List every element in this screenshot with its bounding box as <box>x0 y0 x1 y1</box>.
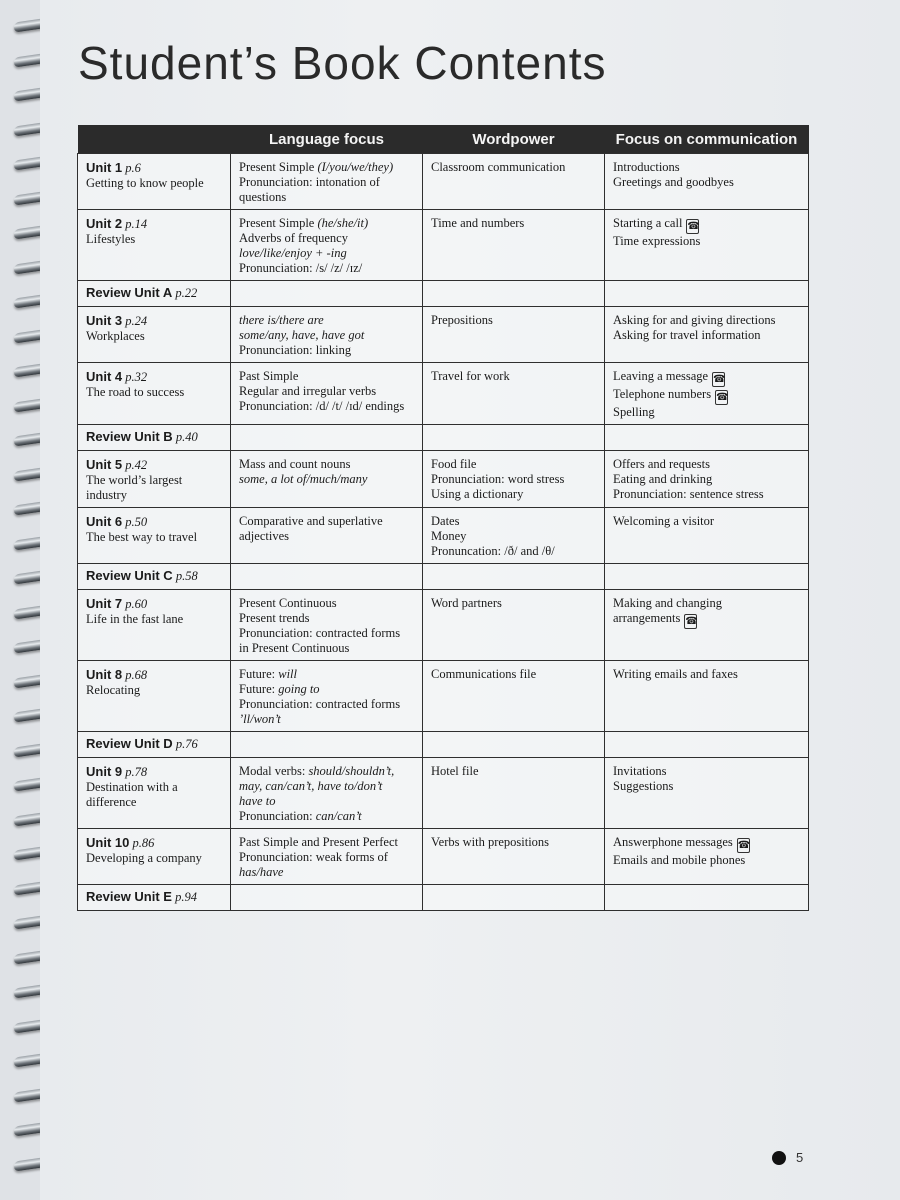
communication-item <box>613 457 800 472</box>
unit-heading <box>86 667 222 683</box>
review-row <box>78 732 809 758</box>
communication-label: Eating and drinking <box>613 472 713 486</box>
wordpower-cell <box>423 508 605 564</box>
unit-page: p.24 <box>125 314 148 328</box>
unit-subtitle: industry <box>86 488 127 502</box>
language-focus-cell <box>231 363 423 425</box>
wordpower-item: Communications file <box>431 667 537 681</box>
wordpower-item: Travel for work <box>431 369 510 383</box>
communication-label: Writing emails and faxes <box>613 667 738 681</box>
communication-label: Pronunciation: sentence stress <box>613 487 764 501</box>
unit-row <box>78 154 809 210</box>
wordpower-item: Time and numbers <box>431 216 525 230</box>
communication-item <box>613 514 800 529</box>
empty-cell <box>605 564 809 590</box>
communication-item <box>613 234 800 249</box>
unit-name: Unit 3 <box>86 313 123 328</box>
review-row <box>78 564 809 590</box>
empty-cell <box>605 732 809 758</box>
review-row <box>78 425 809 451</box>
communication-cell <box>605 210 809 281</box>
unit-cell <box>78 210 231 281</box>
communication-cell <box>605 508 809 564</box>
unit-cell <box>78 829 231 885</box>
unit-heading <box>86 514 222 530</box>
empty-cell <box>423 885 605 911</box>
unit-heading <box>86 457 222 473</box>
communication-item <box>613 160 800 175</box>
unit-name: Unit 8 <box>86 667 123 682</box>
unit-page: p.40 <box>175 430 198 444</box>
unit-heading <box>86 764 222 780</box>
language-focus-item: Present Simple (he/she/it) <box>239 216 369 230</box>
communication-label: Suggestions <box>613 779 674 793</box>
unit-page: p.58 <box>175 569 198 583</box>
unit-row <box>78 758 809 829</box>
unit-heading <box>86 216 222 232</box>
wordpower-cell <box>423 154 605 210</box>
unit-row <box>78 829 809 885</box>
unit-row <box>78 307 809 363</box>
language-focus-item: Past Simple and Present Perfect <box>239 835 398 849</box>
unit-heading <box>86 369 222 385</box>
unit-page: p.86 <box>132 836 155 850</box>
language-focus-item: Present Simple (I/you/we/they) <box>239 160 394 174</box>
communication-item <box>613 216 800 234</box>
wordpower-item: Dates <box>431 514 460 528</box>
unit-subtitle: Developing a company <box>86 851 202 865</box>
communication-label: Emails and mobile phones <box>613 853 746 867</box>
communication-label: Invitations <box>613 764 667 778</box>
communication-cell <box>605 451 809 508</box>
communication-cell <box>605 154 809 210</box>
communication-label: Spelling <box>613 405 655 419</box>
unit-cell <box>78 885 231 911</box>
unit-cell <box>78 281 231 307</box>
unit-page: p.32 <box>125 370 148 384</box>
wordpower-item: Using a dictionary <box>431 487 524 501</box>
unit-cell <box>78 661 231 732</box>
unit-subtitle: Workplaces <box>86 329 145 343</box>
empty-cell <box>605 885 809 911</box>
unit-name: Unit 4 <box>86 369 123 384</box>
language-focus-item: Pronunciation: intonation of <box>239 175 380 189</box>
unit-cell <box>78 425 231 451</box>
unit-subtitle: Destination with a <box>86 780 178 794</box>
unit-cell <box>78 363 231 425</box>
empty-cell <box>231 732 423 758</box>
language-focus-item: Pronunciation: weak forms of <box>239 850 388 864</box>
communication-label: Making and changing <box>613 596 723 610</box>
communication-label: Telephone numbers <box>613 387 712 401</box>
unit-page: p.14 <box>125 217 148 231</box>
header-focus-on-communication: Focus on communication <box>605 125 809 154</box>
empty-cell <box>231 885 423 911</box>
communication-label: Time expressions <box>613 234 701 248</box>
header-wordpower: Wordpower <box>423 125 605 154</box>
table-header-row <box>78 125 809 154</box>
language-focus-item: Pronunciation: /d/ /t/ /ɪd/ endings <box>239 399 405 413</box>
communication-item <box>613 779 800 794</box>
empty-cell <box>231 564 423 590</box>
unit-cell <box>78 758 231 829</box>
unit-page: p.60 <box>125 597 148 611</box>
wordpower-item: Food file <box>431 457 477 471</box>
unit-subtitle: Getting to know people <box>86 176 204 190</box>
communication-label: Offers and requests <box>613 457 710 471</box>
unit-name: Unit 5 <box>86 457 123 472</box>
page-number-bullet <box>772 1151 786 1165</box>
unit-name: Unit 2 <box>86 216 123 231</box>
wordpower-cell <box>423 210 605 281</box>
language-focus-cell <box>231 154 423 210</box>
empty-cell <box>231 425 423 451</box>
unit-cell <box>78 451 231 508</box>
unit-page: p.94 <box>175 890 197 904</box>
telephone-icon: ☎ <box>687 221 700 232</box>
empty-cell <box>605 425 809 451</box>
language-focus-item: Past Simple <box>239 369 299 383</box>
unit-heading <box>86 835 222 851</box>
review-row <box>78 885 809 911</box>
communication-item <box>613 369 800 387</box>
unit-subtitle: Lifestyles <box>86 232 136 246</box>
wordpower-item: Pronuncation: /ð/ and /θ/ <box>431 544 555 558</box>
language-focus-item: in Present Continuous <box>239 641 350 655</box>
language-focus-item: Pronunciation: can/can’t <box>239 809 362 823</box>
unit-subtitle: The best way to travel <box>86 530 198 544</box>
unit-row <box>78 451 809 508</box>
communication-item <box>613 405 800 420</box>
unit-name: Unit 10 <box>86 835 130 850</box>
language-focus-item: Pronunciation: contracted forms <box>239 697 401 711</box>
wordpower-cell <box>423 451 605 508</box>
language-focus-item: some, a lot of/much/many <box>239 472 368 486</box>
unit-page: p.50 <box>125 515 148 529</box>
communication-item <box>613 835 800 853</box>
header-unit <box>78 125 231 154</box>
communication-label: Asking for and giving directions <box>613 313 776 327</box>
language-focus-item: Pronunciation: contracted forms <box>239 626 401 640</box>
wordpower-cell <box>423 590 605 661</box>
language-focus-cell <box>231 210 423 281</box>
communication-item <box>613 472 800 487</box>
unit-subtitle: The road to success <box>86 385 185 399</box>
unit-page: p.6 <box>125 161 141 175</box>
language-focus-item: Mass and count nouns <box>239 457 351 471</box>
wordpower-cell <box>423 363 605 425</box>
unit-page: p.76 <box>175 737 198 751</box>
telephone-icon: ☎ <box>685 616 698 627</box>
language-focus-item: Modal verbs: should/shouldn’t, <box>239 764 395 778</box>
communication-cell <box>605 829 809 885</box>
unit-heading <box>86 313 222 329</box>
telephone-icon: ☎ <box>716 392 729 403</box>
language-focus-item: may, can/can’t, have to/don’t <box>239 779 383 793</box>
unit-cell <box>78 564 231 590</box>
unit-name: Unit 7 <box>86 596 123 611</box>
communication-item <box>613 667 800 682</box>
communication-item <box>613 764 800 779</box>
empty-cell <box>423 425 605 451</box>
unit-name: Unit 6 <box>86 514 123 529</box>
language-focus-item: some/any, have, have got <box>239 328 365 342</box>
unit-name: Unit 1 <box>86 160 123 175</box>
wordpower-item: Pronunciation: word stress <box>431 472 565 486</box>
communication-cell <box>605 307 809 363</box>
language-focus-item: Pronunciation: linking <box>239 343 352 357</box>
language-focus-item: love/like/enjoy + -ing <box>239 246 347 260</box>
empty-cell <box>605 281 809 307</box>
wordpower-item: Hotel file <box>431 764 479 778</box>
communication-label: Starting a call <box>613 216 683 230</box>
language-focus-cell <box>231 508 423 564</box>
language-focus-cell <box>231 451 423 508</box>
communication-item <box>613 853 800 868</box>
unit-subtitle: difference <box>86 795 137 809</box>
empty-cell <box>423 564 605 590</box>
wordpower-cell <box>423 758 605 829</box>
unit-name: Review Unit A <box>86 285 173 300</box>
page-title: Student’s Book Contents <box>78 37 607 89</box>
unit-heading <box>86 596 222 612</box>
language-focus-item: ’ll/won’t <box>239 712 281 726</box>
language-focus-cell <box>231 829 423 885</box>
communication-item <box>613 387 800 405</box>
communication-item <box>613 328 800 343</box>
wordpower-item: Prepositions <box>431 313 493 327</box>
language-focus-item: has/have <box>239 865 284 879</box>
language-focus-item: Pronunciation: /s/ /z/ /ɪz/ <box>239 261 363 275</box>
wordpower-item: Word partners <box>431 596 502 610</box>
unit-name: Review Unit B <box>86 429 173 444</box>
language-focus-item: Regular and irregular verbs <box>239 384 377 398</box>
telephone-icon: ☎ <box>713 374 726 385</box>
unit-row <box>78 363 809 425</box>
language-focus-cell <box>231 758 423 829</box>
wordpower-cell <box>423 661 605 732</box>
unit-name: Review Unit C <box>86 568 173 583</box>
language-focus-item: Comparative and superlative <box>239 514 383 528</box>
communication-cell <box>605 758 809 829</box>
communication-label: Leaving a message <box>613 369 709 383</box>
unit-cell <box>78 732 231 758</box>
empty-cell <box>231 281 423 307</box>
unit-row <box>78 210 809 281</box>
language-focus-item: Present trends <box>239 611 310 625</box>
unit-page: p.68 <box>125 668 148 682</box>
communication-item <box>613 487 800 502</box>
empty-cell <box>423 732 605 758</box>
header-language-focus: Language focus <box>231 125 423 154</box>
unit-row <box>78 508 809 564</box>
wordpower-item: Money <box>431 529 467 543</box>
communication-cell <box>605 363 809 425</box>
communication-label: Introductions <box>613 160 680 174</box>
empty-cell <box>423 281 605 307</box>
unit-page: p.78 <box>125 765 148 779</box>
unit-row <box>78 590 809 661</box>
unit-name: Review Unit D <box>86 736 173 751</box>
language-focus-item: questions <box>239 190 287 204</box>
language-focus-item: Present Continuous <box>239 596 337 610</box>
contents-table <box>77 125 809 911</box>
communication-item <box>613 175 800 190</box>
communication-item <box>613 313 800 328</box>
unit-cell <box>78 154 231 210</box>
language-focus-item: Future: going to <box>239 682 320 696</box>
communication-item <box>613 611 800 629</box>
unit-page: p.22 <box>175 286 198 300</box>
wordpower-item: Verbs with prepositions <box>431 835 550 849</box>
language-focus-item: have to <box>239 794 276 808</box>
communication-label: Welcoming a visitor <box>613 514 715 528</box>
communication-label: Asking for travel information <box>613 328 761 342</box>
unit-subtitle: Relocating <box>86 683 141 697</box>
language-focus-item: Future: will <box>239 667 297 681</box>
unit-row <box>78 661 809 732</box>
communication-label: arrangements <box>613 611 681 625</box>
unit-subtitle: Life in the fast lane <box>86 612 184 626</box>
unit-name: Unit 9 <box>86 764 123 779</box>
language-focus-item: there is/there are <box>239 313 324 327</box>
language-focus-item: adjectives <box>239 529 289 543</box>
page-number: 5 <box>796 1150 804 1165</box>
language-focus-cell <box>231 590 423 661</box>
language-focus-cell <box>231 661 423 732</box>
communication-label: Greetings and goodbyes <box>613 175 734 189</box>
unit-cell <box>78 307 231 363</box>
unit-cell <box>78 508 231 564</box>
unit-name: Review Unit E <box>86 889 172 904</box>
unit-subtitle: The world’s largest <box>86 473 183 487</box>
language-focus-cell <box>231 307 423 363</box>
unit-cell <box>78 590 231 661</box>
wordpower-cell <box>423 307 605 363</box>
communication-item <box>613 596 800 611</box>
review-row <box>78 281 809 307</box>
communication-cell <box>605 590 809 661</box>
communication-cell <box>605 661 809 732</box>
language-focus-item: Adverbs of frequency <box>239 231 348 245</box>
telephone-icon: ☎ <box>737 840 751 851</box>
wordpower-cell <box>423 829 605 885</box>
unit-heading <box>86 160 222 176</box>
wordpower-item: Classroom communication <box>431 160 566 174</box>
communication-label: Answerphone messages <box>613 835 733 849</box>
unit-page: p.42 <box>125 458 148 472</box>
